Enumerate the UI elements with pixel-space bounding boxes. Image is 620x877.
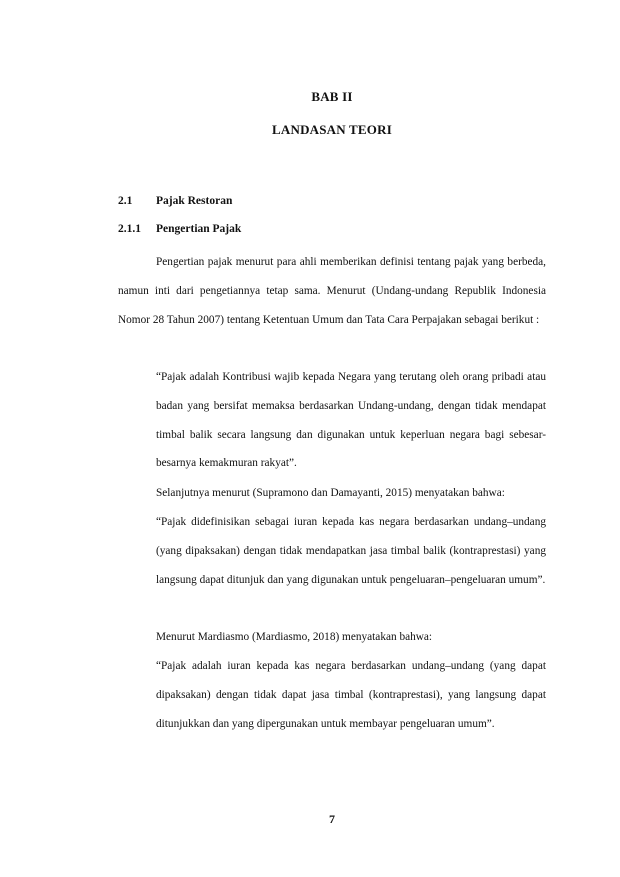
quote-uu-definition: “Pajak adalah Kontribusi wajib kepada Negara yang terutang oleh orang pribadi atau badan yang bersifat memaksa berdasarkan Undang-undang, dengan tidak mendapat timbal balik secara langsung dan digunakan untuk keperluan negara bagi sebesar-besarnya kemakmuran rakyat”. xyxy=(156,371,546,470)
section-number: 2.1.1 xyxy=(118,223,141,235)
section-heading-2-1-1 xyxy=(118,223,546,235)
paragraph-mardiasmo-intro: Menurut Mardiasmo (Mardiasmo, 2018) menyatakan bahwa: xyxy=(156,631,433,643)
section-heading-2-1 xyxy=(118,195,546,207)
section-title: Pajak Restoran xyxy=(156,195,233,207)
chapter-title: LANDASAN TEORI xyxy=(272,122,392,137)
paragraph-definition-intro: Pengertian pajak menurut para ahli memberikan definisi tentang pajak yang berbeda, namun inti dari pengetiannya tetap sama. Menurut (Undang-undang Republik Indonesia Nomor 28 Tahun 2007) tentang Ketentuan Umum dan Tata Cara Perpajakan sebagai berikut : xyxy=(118,256,546,326)
quote-supramono-definition: “Pajak didefinisikan sebagai iuran kepada kas negara berdasarkan undang–undang (yang dipaksakan) dengan tidak mendapatkan jasa timbal balik (kontraprestasi) yang langsung dapat ditunjuk dan yang digunakan untuk pengeluaran–pengeluaran umum”. xyxy=(156,516,546,586)
page-number: 7 xyxy=(329,812,335,826)
chapter-number: BAB II xyxy=(311,89,353,104)
paragraph-supramono-intro: Selanjutnya menurut (Supramono dan Damayanti, 2015) menyatakan bahwa: xyxy=(156,487,505,499)
quote-mardiasmo-definition: “Pajak adalah iuran kepada kas negara berdasarkan undang–undang (yang dapat dipaksakan) dengan tidak dapat jasa timbal (kontraprestasi), yang langsung dapat ditunjukkan dan yang dipergunakan untuk membayar pengeluaran umum”. xyxy=(156,660,546,730)
section-number: 2.1 xyxy=(118,195,133,207)
section-title: Pengertian Pajak xyxy=(156,223,242,235)
